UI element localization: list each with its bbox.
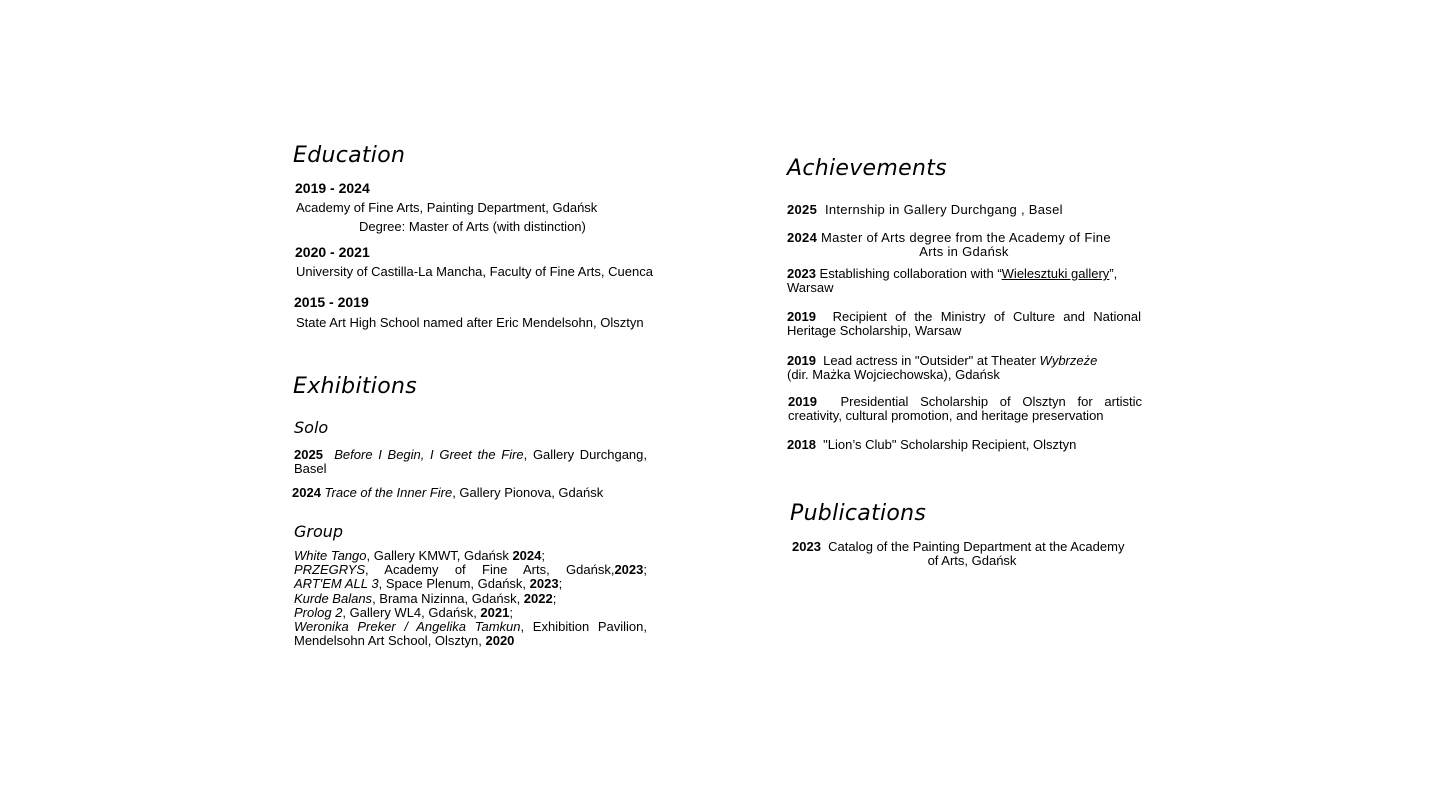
publications-heading: Publications (790, 501, 927, 526)
exhibition-year: 2021 (480, 604, 510, 620)
publication-item (792, 540, 1152, 568)
exhibition-title: Before I Begin, I Greet the Fire (334, 447, 524, 462)
achievement-year: 2024 (787, 230, 818, 245)
education-years: 2015 - 2019 (294, 294, 369, 310)
education-institution: University of Castilla-La Mancha, Faculty of Fine Arts, Cuenca (296, 264, 653, 279)
group-exhibitions-list (294, 549, 647, 648)
achievement-text: (dir. Mażka Wojciechowska), Gdańsk (787, 367, 1000, 382)
exhibition-title: Kurde Balans (294, 590, 373, 606)
publication-text: Catalog of the Painting Department at the Academy (828, 539, 1125, 554)
achievement-text: creativity, cultural promotion, and heritage preservation (788, 408, 1104, 423)
exhibition-venue: , Gallery KMWT, Gdańsk (366, 548, 513, 563)
achievements-heading: Achievements (787, 156, 947, 181)
publication-text: of Arts, Gdańsk (927, 553, 1017, 568)
solo-exhibition-item (294, 448, 647, 476)
exhibition-title: Weronika Preker / Angelika Tamkun (294, 619, 521, 635)
education-degree: Degree: Master of Arts (with distinction) (359, 219, 586, 234)
achievement-item (787, 203, 1063, 217)
achievement-text: Presidential Scholarship of Olsztyn for artistic (840, 394, 1142, 409)
education-institution: Academy of Fine Arts, Painting Department, Gdańsk (296, 200, 598, 215)
exhibition-venue: , Brama Nizinna, Gdańsk, (372, 590, 524, 606)
achievement-text: "Lion’s Club" Scholarship Recipient, Olsztyn (823, 437, 1077, 452)
exhibition-year: 2024 (292, 485, 321, 500)
education-years: 2019 - 2024 (295, 180, 370, 196)
group-exhibition-item: White Tango, Gallery KMWT, Gdańsk 2024; (294, 548, 545, 563)
exhibition-year: 2020 (485, 633, 515, 649)
achievement-item: 2019 Lead actress in "Outsider" at Theater Wybrzeże (dir. Mażka Wojciechowska), Gdańsk (787, 353, 1098, 382)
achievement-year: 2023 (787, 266, 816, 281)
exhibition-venue: , Gallery Durchgang, Basel (294, 447, 647, 476)
achievement-text: Arts in Gdańsk (919, 244, 1009, 259)
achievement-item (787, 310, 1141, 338)
group-heading: Group (294, 522, 344, 541)
exhibition-venue: , Academy of Fine Arts, Gdańsk, (365, 562, 615, 578)
exhibition-title: Trace of the Inner Fire (324, 485, 453, 500)
education-years: 2020 - 2021 (295, 244, 370, 260)
achievement-year: 2019 (787, 353, 816, 368)
publication-year: 2023 (792, 539, 821, 554)
exhibition-venue: , Gallery Pionova, Gdańsk (452, 485, 604, 500)
exhibition-venue: , Space Plenum, Gdańsk, (378, 576, 530, 592)
exhibition-year: 2023 (614, 562, 644, 578)
exhibition-venue: , Exhibition Pavilion, Mendelsohn Art School, Olsztyn, (294, 619, 648, 649)
achievement-year: 2019 (787, 309, 816, 324)
exhibition-year: 2023 (529, 576, 559, 592)
achievement-text: Heritage Scholarship, Warsaw (787, 323, 962, 338)
exhibition-year: 2022 (523, 590, 553, 606)
group-exhibition-item (294, 620, 647, 648)
exhibition-venue: , Gallery WL4, Gdańsk, (342, 604, 481, 620)
exhibition-title: Prolog 2 (294, 604, 343, 620)
education-heading: Education (293, 143, 406, 168)
group-exhibition-item: Prolog 2, Gallery WL4, Gdańsk, 2021; (294, 604, 513, 620)
theater-name: Wybrzeże (1039, 353, 1098, 368)
exhibition-title: ART'EM ALL 3 (294, 576, 379, 592)
exhibition-title: PRZEGRYS (294, 562, 366, 578)
exhibition-title: White Tango (294, 548, 367, 563)
achievement-item (787, 438, 1076, 452)
achievement-item: 2023 Establishing collaboration with “Wielesztuki gallery”, Warsaw (787, 267, 1141, 295)
achievement-text: Internship in Gallery Durchgang , Basel (824, 202, 1063, 217)
exhibitions-heading: Exhibitions (293, 374, 417, 399)
group-exhibition-item: ART'EM ALL 3, Space Plenum, Gdańsk, 2023; (294, 576, 563, 592)
exhibition-year: 2024 (512, 548, 542, 563)
group-exhibition-item: PRZEGRYS, Academy of Fine Arts, Gdańsk,2023; (294, 562, 647, 578)
achievement-item (787, 231, 1141, 259)
achievement-text: Master of Arts degree from the Academy of Fine (821, 230, 1111, 245)
achievement-year: 2025 (787, 202, 818, 217)
group-exhibition-item: Kurde Balans, Brama Nizinna, Gdańsk, 2022; (294, 590, 557, 606)
achievement-text: Recipient of the Ministry of Culture and National (832, 309, 1141, 324)
education-institution: State Art High School named after Eric Mendelsohn, Olsztyn (296, 315, 644, 330)
solo-exhibition-item (292, 486, 603, 500)
wielesztuki-gallery-link[interactable]: Wielesztuki gallery (1001, 266, 1110, 281)
achievement-item (788, 395, 1142, 423)
achievement-year: 2019 (788, 394, 817, 409)
solo-heading: Solo (294, 418, 329, 437)
achievement-year: 2018 (787, 437, 816, 452)
exhibition-year: 2025 (294, 447, 323, 462)
achievement-text: Warsaw (787, 280, 834, 295)
